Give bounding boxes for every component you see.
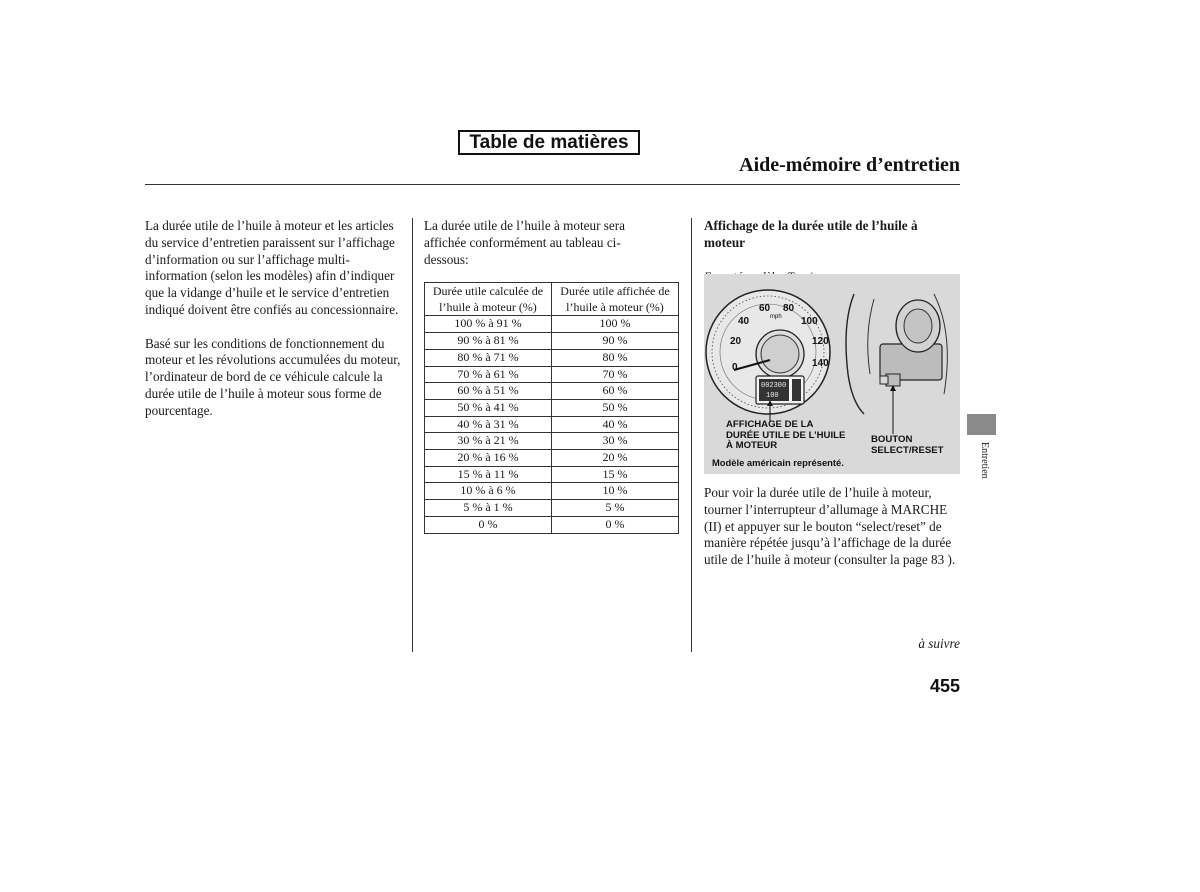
calculated-oil-life-cell: 5 % à 1 % bbox=[425, 500, 552, 517]
section-tab-label: Entretien bbox=[979, 442, 990, 479]
section-heading: Affichage de la durée utile de l’huile à moteur bbox=[704, 218, 918, 250]
table-intro: La durée utile de l’huile à moteur sera affichée conformément au tableau ci-dessous: bbox=[424, 218, 626, 267]
header-rule bbox=[145, 184, 960, 185]
displayed-oil-life-cell: 60 % bbox=[552, 383, 679, 400]
table-of-contents-button[interactable]: Table de matières bbox=[458, 130, 640, 155]
gauge-number: 0 bbox=[732, 362, 738, 373]
table-row bbox=[425, 433, 679, 450]
displayed-oil-life-cell: 5 % bbox=[552, 500, 679, 517]
page-title: Aide-mémoire d’entretien bbox=[739, 154, 960, 176]
oil-life-table bbox=[424, 282, 679, 534]
calculated-oil-life-cell: 20 % à 16 % bbox=[425, 450, 552, 467]
middle-column bbox=[424, 218, 664, 285]
gauge-number: 100 bbox=[801, 316, 818, 327]
displayed-oil-life-cell: 50 % bbox=[552, 399, 679, 416]
displayed-oil-life-cell: 10 % bbox=[552, 483, 679, 500]
calculated-oil-life-cell: 100 % à 91 % bbox=[425, 316, 552, 333]
odometer-readout: 002300 bbox=[761, 382, 787, 390]
left-column bbox=[145, 218, 403, 436]
table-row bbox=[425, 333, 679, 350]
calculated-oil-life-cell: 0 % bbox=[425, 516, 552, 533]
gauge-number: 40 bbox=[738, 316, 750, 327]
column-divider-1 bbox=[412, 218, 413, 652]
table-header-calculated: Durée utile calculée de l’huile à moteur (%) bbox=[425, 283, 552, 316]
table-row bbox=[425, 366, 679, 383]
continued-indicator: à suivre bbox=[918, 636, 960, 651]
instructions-paragraph-wrap bbox=[704, 485, 960, 569]
calculated-oil-life-cell: 90 % à 81 % bbox=[425, 333, 552, 350]
illustration-caption: Modèle américain représenté. bbox=[712, 457, 844, 468]
instrument-cluster-illustration bbox=[704, 274, 960, 474]
calculated-oil-life-cell: 40 % à 31 % bbox=[425, 416, 552, 433]
calculation-paragraph: Basé sur les conditions de fonctionnement du moteur et les révolutions accumulées du moteur, l’ordinateur de bord de ce véhicule calcule la durée utile de l’huile à moteur sous forme de pourcentage. bbox=[145, 335, 401, 418]
table-row bbox=[425, 466, 679, 483]
table-row bbox=[425, 349, 679, 366]
intro-paragraph: La durée utile de l’huile à moteur et les articles du service d’entretien paraissent sur l’affichage d’information ou sur l’affichage multi-information (selon les modèles) afin d’indiquer que la vidange d’huile et le service d’entretien indiqué doivent être confiés au concessionnaire. bbox=[145, 218, 399, 317]
instructions-paragraph: Pour voir la durée utile de l’huile à moteur, tourner l’interrupteur d’allumage à MARCHE (II) et appuyer sur le bouton “select/reset” de manière répétée jusqu’à l’affichage de la durée utile de l’huile à moteur (consulter la page 83 ). bbox=[704, 485, 956, 568]
page-number: 455 bbox=[929, 676, 960, 696]
calculated-oil-life-cell: 60 % à 51 % bbox=[425, 383, 552, 400]
table-row bbox=[425, 450, 679, 467]
gauge-number: 60 bbox=[759, 303, 771, 314]
displayed-oil-life-cell: 90 % bbox=[552, 333, 679, 350]
table-row bbox=[425, 483, 679, 500]
table-row bbox=[425, 500, 679, 517]
oil-life-readout: 100 bbox=[766, 392, 779, 400]
displayed-oil-life-cell: 70 % bbox=[552, 366, 679, 383]
gauge-number: 80 bbox=[783, 303, 795, 314]
table-row bbox=[425, 383, 679, 400]
oil-life-display-callout: AFFICHAGE DE LA DURÉE UTILE DE L’HUILE À MOTEUR bbox=[726, 419, 846, 452]
gauge-unit: mph bbox=[770, 314, 782, 320]
displayed-oil-life-cell: 15 % bbox=[552, 466, 679, 483]
section-tab-marker[interactable] bbox=[967, 414, 996, 435]
displayed-oil-life-cell: 40 % bbox=[552, 416, 679, 433]
calculated-oil-life-cell: 80 % à 71 % bbox=[425, 349, 552, 366]
table-row bbox=[425, 416, 679, 433]
column-divider-2 bbox=[691, 218, 692, 652]
select-reset-button-callout: BOUTON SELECT/RESET bbox=[871, 434, 944, 456]
gauge-number: 120 bbox=[812, 336, 829, 347]
displayed-oil-life-cell: 0 % bbox=[552, 516, 679, 533]
gauge-number: 20 bbox=[730, 336, 742, 347]
calculated-oil-life-cell: 15 % à 11 % bbox=[425, 466, 552, 483]
calculated-oil-life-cell: 10 % à 6 % bbox=[425, 483, 552, 500]
table-row bbox=[425, 399, 679, 416]
table-row bbox=[425, 516, 679, 533]
table-row bbox=[425, 316, 679, 333]
table-header-displayed: Durée utile affichée de l’huile à moteur (%) bbox=[552, 283, 679, 316]
displayed-oil-life-cell: 30 % bbox=[552, 433, 679, 450]
displayed-oil-life-cell: 20 % bbox=[552, 450, 679, 467]
displayed-oil-life-cell: 80 % bbox=[552, 349, 679, 366]
displayed-oil-life-cell: 100 % bbox=[552, 316, 679, 333]
calculated-oil-life-cell: 30 % à 21 % bbox=[425, 433, 552, 450]
gauge-number: 140 bbox=[812, 358, 829, 369]
calculated-oil-life-cell: 50 % à 41 % bbox=[425, 399, 552, 416]
calculated-oil-life-cell: 70 % à 61 % bbox=[425, 366, 552, 383]
